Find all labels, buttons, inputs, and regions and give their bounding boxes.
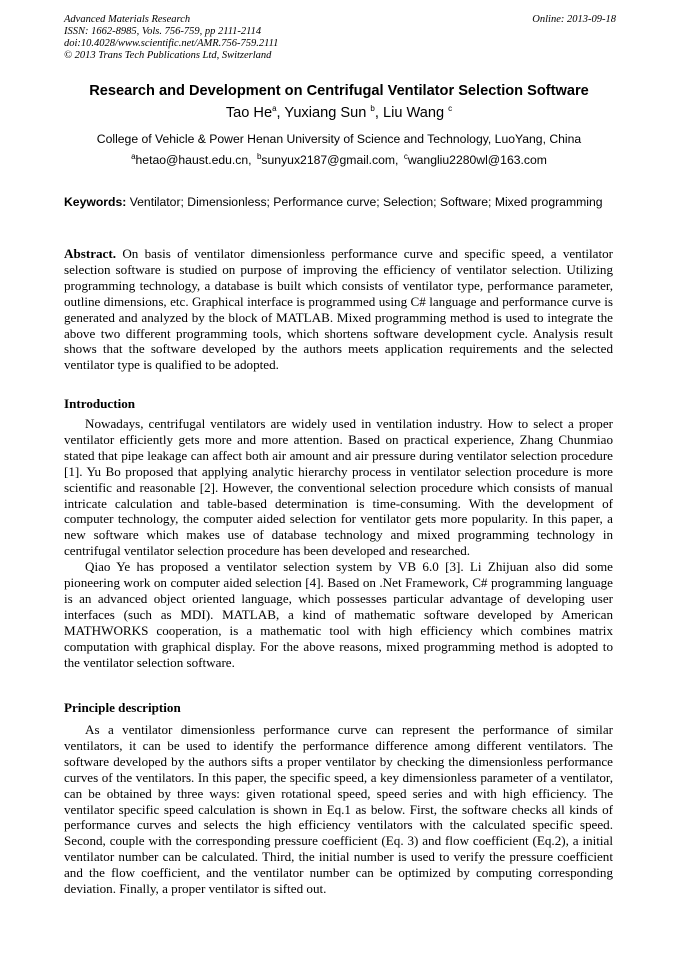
copyright-line: © 2013 Trans Tech Publications Ltd, Switzerland (64, 50, 272, 61)
abstract-text: On basis of ventilator dimensionless performance curve and specific speed, a ventilator selection software is studied on purpose of improving the efficiency of ventilator selection. Utilizing programming technology, a database is built which consists of ventilator type, performance parameter, outline dimensions, etc. Graphical interface is programmed using C# language and performance curve is generated and analyzed by the block of MATLAB. Mixed programming method is used to integrate the above two different programming tools, which shortens software development cycle. Analysis result shows that the software developed by the authors meets application requirements and the selected ventilator type is qualified to be adopted. (64, 246, 613, 373)
email-sup: c (403, 151, 408, 161)
paragraph: Qiao Ye has proposed a ventilator selection system by VB 6.0 [3]. Li Zhijuan also did some pioneering work on computer aided selection [4]. Based on .Net Framework, C# programming language is an advanced object oriented language, which possesses particular advantage of developing user interfaces (such as MDI). MATLAB, a kind of mathematic software developed by American MATHWORKS cooperation, is a mathematic tool with high efficiency which combines matrix computation with graphical display. For the above reasons, mixed programming method is adopted to the ventilator selection software. (64, 559, 613, 670)
author-sup: c (448, 104, 453, 114)
introduction-body (64, 416, 613, 671)
email-sup: b (256, 151, 262, 161)
paragraph: As a ventilator dimensionless performance curve can represent the performance of similar ventilators, it can be used to identify the performance difference among different ventilators. The software developed by the authors sifts a proper ventilator by checking the dimensionless performance curves of the ventilators. In this paper, the specific speed, a key dimensionless parameter of a ventilator, can be obtained by three ways: given rotational speed, speed series and with high efficiency. The ventilator specific speed calculation is shown in Eq.1 as below. First, the software checks all kinds of performance curves and selects the high efficiency ventilators with the calculated specific speed. Second, couple with the corresponding pressure coefficient (Eq. 3) and flow coefficient (Eq.2), a initial ventilator number can be calculated. Third, the initial number is used to verify the pressure coefficient and the flow coefficient, and the ventilator number can be optimized by computing corresponding deviation. Finally, a proper ventilator is sifted out. (64, 722, 613, 897)
abstract (64, 246, 613, 373)
email-list (40, 151, 638, 169)
keywords-text: Ventilator; Dimensionless; Performance curve; Selection; Software; Mixed programming (129, 195, 603, 209)
paragraph: Nowadays, centrifugal ventilators are widely used in ventilation industry. How to select a proper ventilator efficiently gets more and more attention. Based on practical experience, Zhang Chunmiao stated that pipe leakage can affect both air amount and air pressure during ventilator selection procedure [1]. Yu Bo proposed that applying analytic hierarchy process in ventilator selection procedure is more scientific and reasonable [2]. However, the conventional selection procedure which consists of manual intricate calculation and table-based determination is time-consuming. With the development of computer technology, the computer aided selection for ventilator gets more popularity. In this paper, a new software which makes use of database technology and mixed programming technology in centrifugal ventilator selection procedure has been developed and researched. (64, 416, 613, 559)
section-heading-principle: Principle description (64, 700, 181, 715)
email-sup: a (131, 151, 136, 161)
keywords-label: Keywords: (64, 195, 127, 209)
author-list: Tao He$^a$, Yuxiang Sun $^b$, Liu Wang $^c$ (225, 104, 453, 121)
principle-body (64, 722, 613, 897)
author-sup: a (272, 104, 277, 114)
issn-line: ISSN: 1662-8985, Vols. 756-759, pp 2111-2114 (64, 26, 262, 37)
abstract-label: Abstract. (64, 246, 116, 261)
keywords (64, 195, 613, 210)
journal-name: Advanced Materials Research (64, 14, 191, 25)
doi-line: doi:10.4028/www.scientific.net/AMR.756-759.2111 (64, 38, 279, 49)
author-name: Tao He (225, 105, 273, 121)
online-date: Online: 2013-09-18 (532, 14, 616, 25)
section-heading-introduction: Introduction (64, 396, 136, 411)
paper-title: Research and Development on Centrifugal Ventilator Selection Software (89, 83, 589, 99)
email-address[interactable]: wangliu2280wl@163.com (407, 153, 547, 167)
email-address[interactable]: sunyux2187@gmail.com, (261, 153, 399, 167)
affiliation: College of Vehicle & Power Henan University of Science and Technology, LuoYang, China (96, 132, 582, 146)
author-name: Yuxiang Sun (284, 105, 367, 121)
author-name: Liu Wang (382, 105, 445, 121)
email-address[interactable]: hetao@haust.edu.cn, (135, 153, 252, 167)
author-sup: b (370, 104, 375, 114)
running-header (64, 14, 616, 62)
